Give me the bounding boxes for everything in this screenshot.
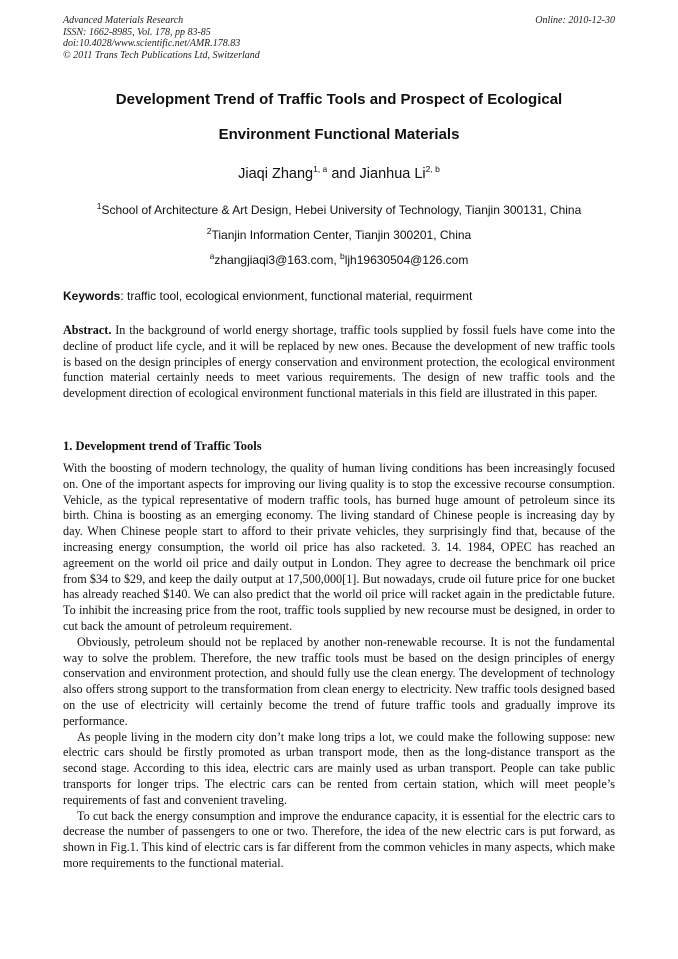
abstract bbox=[63, 323, 615, 402]
author-connector: and bbox=[327, 166, 360, 182]
affiliation-2-superscript: 2 bbox=[206, 226, 212, 236]
online-date: Online: 2010-12-30 bbox=[535, 15, 615, 26]
author-2-superscript: 2, b bbox=[425, 164, 440, 175]
keywords-label: Keywords bbox=[63, 289, 121, 303]
author-1-superscript: 1, a bbox=[313, 164, 328, 175]
email-b: ljh19630504@126.com bbox=[344, 253, 469, 267]
abstract-label: Abstract. bbox=[63, 323, 112, 337]
affiliation-1 bbox=[40, 203, 638, 217]
section-1-paragraph-1: With the boosting of modern technology, the quality of human living conditions has been increasingly focused on. One of the important aspects for improving our living quality is to stop the excessive recourse consumption. Vehicle, as the typical representative of modern traffic tools, has burned huge amount of petroleum since its birth. China is boosting as an emerging economy. The living standard of Chinese people is increasing day by day. When Chinese people start to afford to their private vehicles, they surprisingly find that, because of the increasing energy consumption, the world oil price has also racketed. 3. 14. 1984, OPEC has reached an agreement on the world oil price and daily output in London. They agree to decrease the benchmark oil price from $34 to $29, and keep the daily output at 17,500,000[1]. But nowadays, crude oil future price for one bucket has already reached $140. We can also predict that the world oil price will racket again in the predictable future. To inhibit the increasing price from the root, traffic tools supplied by new recourse must be designed, in order to cut back the amount of petroleum requirement. bbox=[63, 461, 615, 633]
affiliation-1-text: School of Architecture & Art Design, Hebei University of Technology, Tianjin 300131, China bbox=[101, 203, 582, 217]
email-b-superscript: b bbox=[339, 251, 345, 261]
keywords-line bbox=[63, 289, 615, 303]
section-1-paragraph-2: Obviously, petroleum should not be replaced by another non-renewable recourse. It is not the fundamental way to solve the problem. Therefore, the new traffic tools must be based on the design principles of energy conservation and environment protection, and should fully use the clean energy. The development of technology also offers strong support to the transformation from clean energy to electricity. New traffic tools designed based on the use of electricity will certainly become the trend of future traffic tools and gradually improve its performance. bbox=[63, 634, 615, 728]
affiliation-2 bbox=[40, 228, 638, 242]
paper-title-line-2: Environment Functional Materials bbox=[218, 126, 460, 143]
journal-name: Advanced Materials Research bbox=[63, 15, 184, 26]
section-1-paragraph-3: As people living in the modern city don’t make long trips a lot, we could make the following suppose: new electric cars should be firstly promoted as urban transport mode, then as the long-distance transport as the second stage. According to this idea, electric cars are mainly used as urban transport. People can take public transports for longer trips. The electric cars can be rented from certain station, which will meet people’s requirements of fast and convenient traveling. bbox=[63, 729, 615, 807]
author-2-name: Jianhua Li bbox=[359, 166, 426, 182]
copyright-line: © 2011 Trans Tech Publications Ltd, Switzerland bbox=[63, 49, 260, 61]
paper-title-line-1: Development Trend of Traffic Tools and Prospect of Ecological bbox=[115, 91, 563, 108]
email-a-superscript: a bbox=[209, 251, 215, 261]
abstract-text: In the background of world energy shortage, traffic tools supplied by fossil fuels have come into the decline of product life cycle, and it will be replaced by new ones. Because the development of new traffic tools is based on the design principles of energy conservation and environment protection, the ecological environment function material certainly needs to meet various requirements. The design of new traffic tools and the development direction of ecological environment functional materials in this field are illustrated in this paper. bbox=[63, 323, 615, 401]
journal-header bbox=[63, 15, 615, 61]
section-1-body bbox=[63, 461, 615, 872]
section-1-paragraph-4: To cut back the energy consumption and improve the endurance capacity, it is essential for the electric cars to decrease the number of passengers to one or two. Therefore, the idea of the new electric cars is put forward, as shown in Fig.1. This kind of electric cars is far different from the common vehicles in many aspects, which make more requirements to the functional material. bbox=[63, 808, 615, 870]
email-a: zhangjiaqi3@163.com, bbox=[214, 253, 340, 267]
author-list bbox=[60, 166, 618, 182]
doi-line: doi:10.4028/www.scientific.net/AMR.178.83 bbox=[63, 38, 241, 49]
affiliation-1-superscript: 1 bbox=[96, 201, 102, 211]
keywords-text: : traffic tool, ecological envionment, functional material, requirment bbox=[120, 289, 473, 303]
affiliation-2-text: Tianjin Information Center, Tianjin 300201, China bbox=[211, 228, 472, 242]
author-1-name: Jiaqi Zhang bbox=[238, 166, 314, 182]
section-1-heading: 1. Development trend of Traffic Tools bbox=[63, 439, 262, 453]
issn-line: ISSN: 1662-8985, Vol. 178, pp 83-85 bbox=[63, 26, 211, 38]
author-emails bbox=[40, 253, 638, 267]
